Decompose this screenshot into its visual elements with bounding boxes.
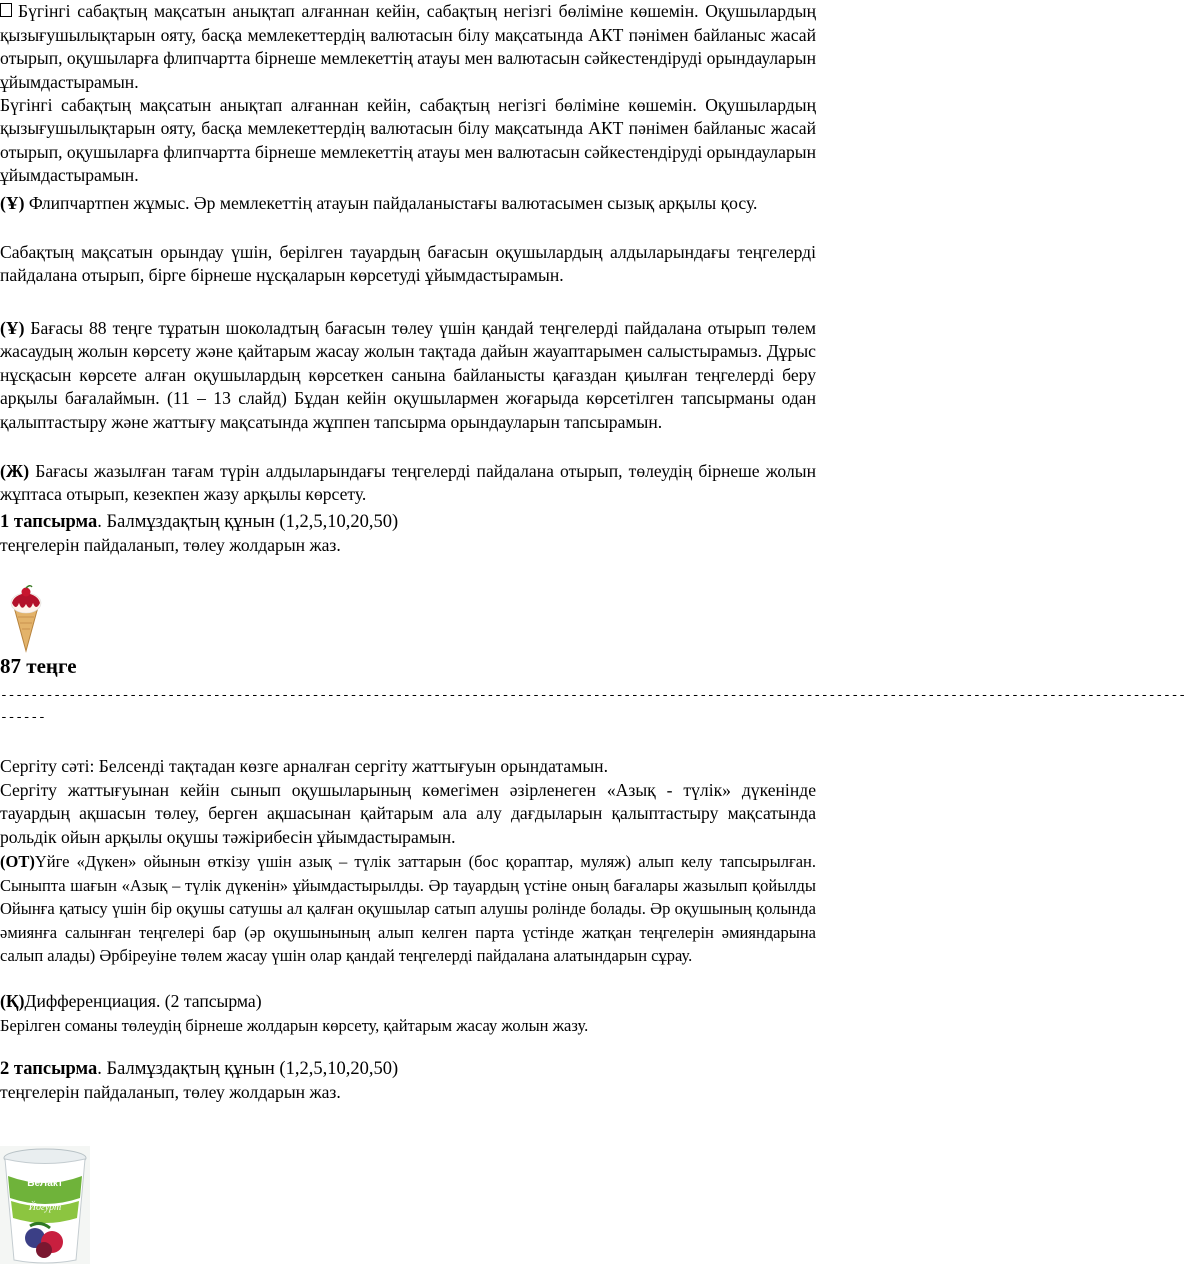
paragraph-4-text: Сабақтың мақсатын орындау үшін, берілген тауардың бағасын оқушылардың алдыларындағы теңгелерді пайдалана отырып, бірге бірнеше нұсқаларын көрсетуді ұйымдастырамын. [0,242,816,286]
task-1 [0,511,816,558]
dashed-separator-tail: ------ [0,710,46,725]
paragraph-7-text: Сергіту сәті: Белсенді тақтадан көзге арналған сергіту жаттығуын орындатамын. [0,756,608,776]
tag-u-1: (Ұ) [0,193,25,213]
yogurt-name: Йогурт [28,1202,62,1213]
ice-cream-image [4,585,48,653]
task-2-line2: теңгелерін пайдаланып, төлеу жолдарын жаз. [0,1082,341,1103]
paragraph-7 [0,755,816,778]
task-2 [0,1058,816,1105]
task-1-label: 1 тапсырма [0,512,98,532]
paragraph-10 [0,990,816,1013]
task-2-text: . Балмұздақтың құнын (1,2,5,10,20,50) [97,1059,399,1079]
paragraph-2 [0,94,816,188]
paragraph-11 [0,1014,816,1037]
yogurt-image [0,1146,90,1264]
price-1: 87 теңге [0,654,77,678]
paragraph-1-first: Бүгінгі сабақтың мақсатын анықтап алғаннан кейін, сабақтың негізгі бөліміне көшемін. [18,1,699,21]
paragraph-3 [0,192,816,215]
paragraph-9-text: Үйге «Дүкен» ойынын өткізу үшін азық – түлік заттарын (бос қораптар, муляж) алып келу тапсырылған. Сыныпта шағын «Азық – түлік дүкенін» ұйымдастырылды. Әр тауардың үстіне оның бағалары жазылып қойылды Ойынға қатысу үшін бір оқушы сатушы ал қалған оқушылар сатып алушы ролінде болады. Әр оқушының қолында әмиянға салынған теңгелері бар (әр оқушынының алып келген парта үстінде жатқан теңгелерін әмияндарына салып алады) Әрбіреуіне төлем жасау үшін олар қандай теңгелерді пайдалана алатындарын сұрау. [0,852,816,966]
tag-zh: (Ж) [0,461,30,481]
bullet-icon [0,3,12,17]
paragraph-6 [0,460,816,507]
task-1-text: . Балмұздақтың құнын (1,2,5,10,20,50) [97,512,399,532]
dashed-separator: ------------------------------------------------------------------------------------------------------------------------------------------------------------ [0,688,1186,703]
paragraph-1-rest: Оқушылардың қызығушылықтарын ояту, басқа мемлекеттердің валютасын білу мақсатында АКТ пәнімен байланыс жасай отырып, оқушыларға флипчартта бірнеше мемлекеттің атауы мен валютасын сәйкестендіруді орындауларын ұйымдастырамын. [0,1,816,92]
paragraph-5 [0,317,816,434]
task-1-line2: теңгелерін пайдаланып, төлеу жолдарын жаз. [0,535,341,556]
paragraph-10-text: Дифференциация. (2 тапсырма) [24,991,262,1011]
paragraph-8 [0,779,816,849]
tag-ot: (ОТ) [0,852,35,871]
paragraph-11-text: Берілген соманы төлеудің бірнеше жолдарын көрсету, қайтарым жасау жолын жазу. [0,1016,589,1035]
paragraph-5-text: Бағасы 88 теңге тұратын шоколадтың бағасын төлеу үшін қандай теңгелерді пайдалана отырып төлем жасаудың жолын көрсету және қайтарым жасау жолын тақтада дайын жауаптарымен салыстырамыз. Дұрыс нұсқасын көрсете алған оқушылардың көрсеткен санына байланысты қағаздан қиылған теңгелерді беру арқылы бағалаймын. (11 – 13 слайд) Бұдан кейін оқушылармен жоғарыда көрсетілген тапсырманы одан қалыптастыру және жаттығу мақсатында жұппен тапсырма орындауларын тапсырамын. [0,318,816,432]
paragraph-2-text: Бүгінгі сабақтың мақсатын анықтап алғаннан кейін, сабақтың негізгі бөліміне көшемін. Оқушылардың қызығушылықтарын ояту, басқа мемлекеттердің валютасын білу мақсатында АКТ пәнімен байланыс жасай отырып, оқушыларға флипчартта бірнеше мемлекеттің атауы мен валютасын сәйкестендіруді орындауларын ұйымдастырамын. [0,95,816,186]
paragraph-1 [0,0,816,94]
task-2-label: 2 тапсырма [0,1059,98,1079]
tag-k: (Қ) [0,991,25,1011]
paragraph-9 [0,850,816,968]
price-1-block [0,655,816,678]
paragraph-3-text: Флипчартпен жұмыс. Әр мемлекеттің атауын пайдаланыстағы валютасымен сызық арқылы қосу. [24,193,758,213]
paragraph-6-text: Бағасы жазылған тағам түрін алдыларындағы теңгелерді пайдалана отырып, төлеудің бірнеше жолын жұптаса отырып, кезекпен жазу арқылы көрсету. [0,461,816,505]
yogurt-brand: БеЛакт [27,1178,63,1189]
paragraph-4 [0,241,816,288]
paragraph-8-text: Сергіту жаттығуынан кейін сынып оқушыларының көмегімен әзірленеген «Азық - түлік» дүкенінде тауардың ақшасын төлеу, берген ақшасынан қайтарым ала алу дағдыларын қалыптастыру мақсатында рольдік ойын арқылы оқушы тәжірибесін ұйымдастырамын. [0,780,816,847]
tag-u-2: (Ұ) [0,318,25,338]
